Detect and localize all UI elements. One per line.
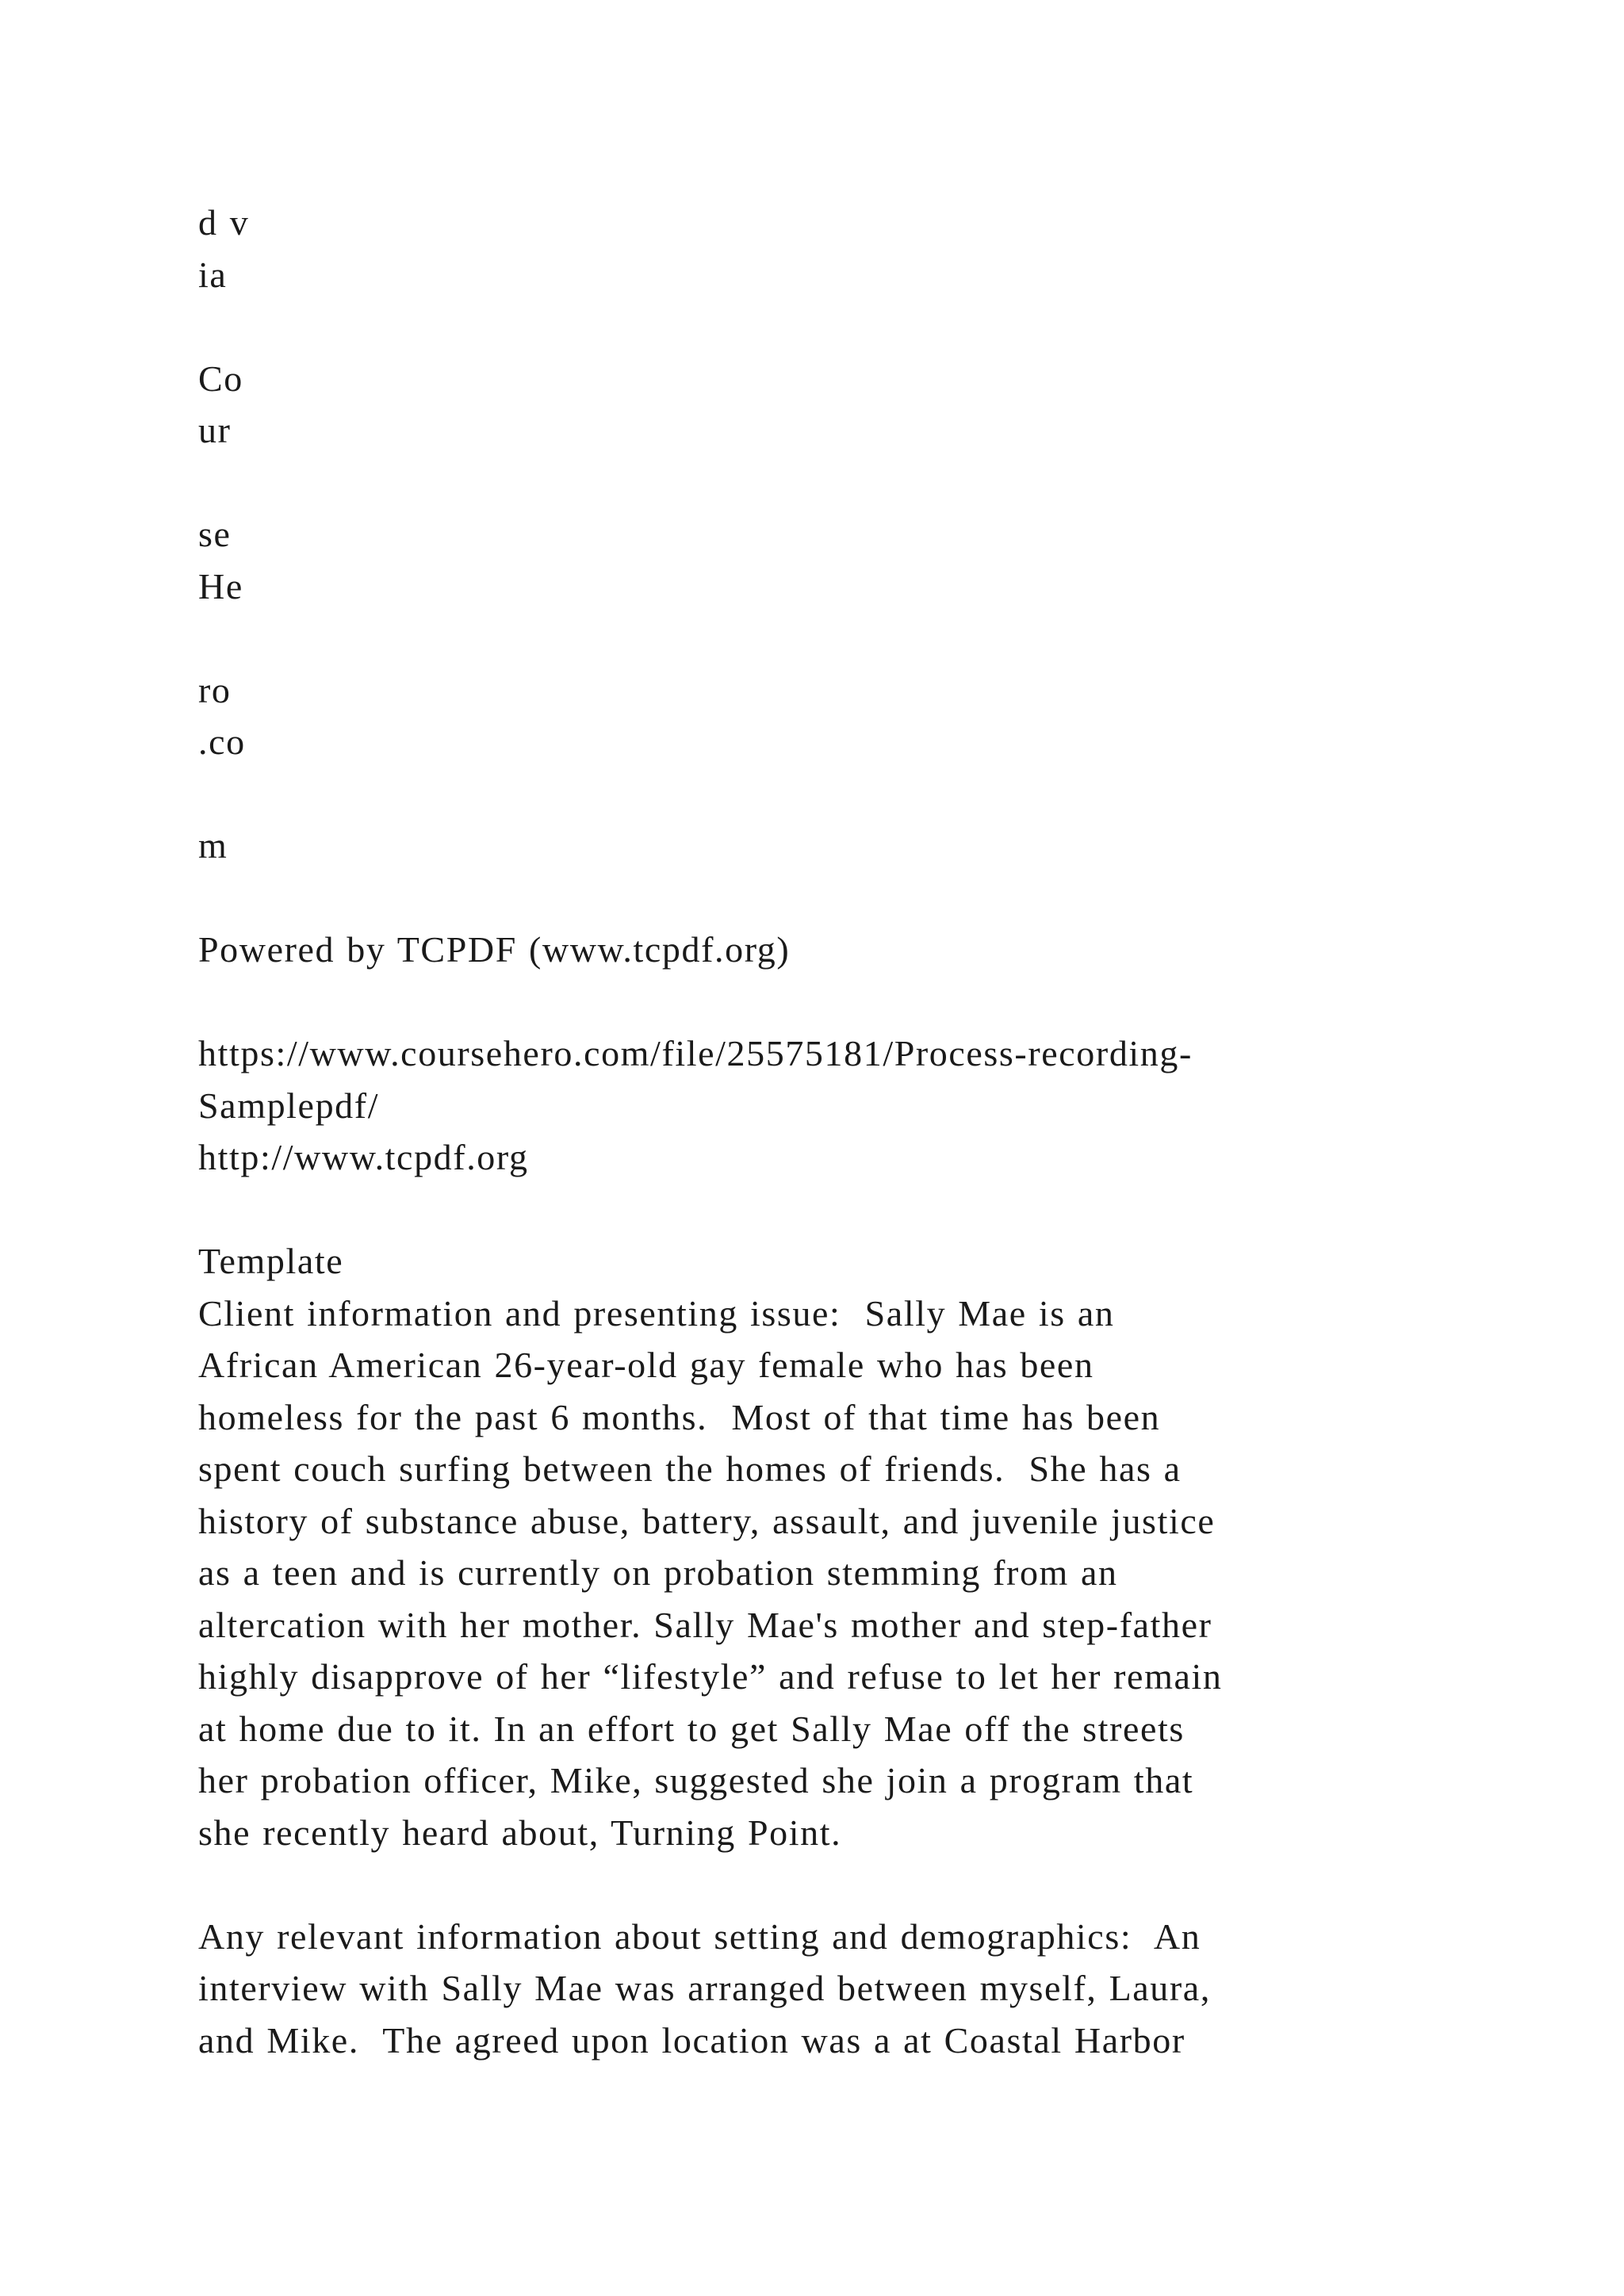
client-info-line: at home due to it. In an effort to get Sally Mae off the streets [198, 1708, 1185, 1749]
setting-line: and Mike. The agreed upon location was a at Coastal Harbor [198, 2019, 1185, 2061]
watermark-fragment: d v [198, 202, 250, 243]
watermark-fragment: ro [198, 669, 232, 710]
setting-line: Any relevant information about setting and demographics: An [198, 1915, 1201, 1957]
client-info-line: spent couch surfing between the homes of friends. She has a [198, 1448, 1182, 1489]
watermark-fragment: m [198, 825, 228, 866]
spacer [198, 872, 1467, 924]
client-info-line: African American 26-year-old gay female who has been [198, 1345, 1094, 1385]
source-url: Samplepdf/ [198, 1085, 380, 1126]
client-info-line: she recently heard about, Turning Point. [198, 1812, 842, 1853]
watermark-fragment: He [198, 565, 243, 607]
spacer [198, 612, 1467, 664]
spacer [198, 457, 1467, 509]
client-info-line: altercation with her mother. Sally Mae's mother and step-father [198, 1604, 1212, 1645]
client-info-line: as a teen and is currently on probation stemming from an [198, 1552, 1118, 1593]
client-info-line: highly disapprove of her “lifestyle” and refuse to let her remain [198, 1656, 1223, 1697]
watermark-fragment: Co [198, 358, 243, 399]
watermark-fragment: se [198, 514, 232, 554]
spacer [198, 300, 1467, 353]
watermark-fragment: .co [198, 721, 246, 762]
client-info-line: homeless for the past 6 months. Most of that time has been [198, 1396, 1161, 1437]
spacer [198, 976, 1467, 1028]
setting-line: interview with Sally Mae was arranged between myself, Laura, [198, 1968, 1211, 2008]
source-url: https://www.coursehero.com/file/25575181/Process-recording- [198, 1033, 1193, 1073]
spacer [198, 1858, 1467, 1911]
spacer [198, 1184, 1467, 1236]
tcpdf-url: http://www.tcpdf.org [198, 1137, 529, 1177]
watermark-fragment: ia [198, 254, 228, 295]
spacer [198, 768, 1467, 821]
document-text [198, 197, 1467, 2066]
template-heading: Template [198, 1241, 344, 1281]
client-info-line: Client information and presenting issue: Sally Mae is an [198, 1292, 1115, 1334]
powered-by-text: Powered by TCPDF (www.tcpdf.org) [198, 929, 791, 970]
watermark-fragment: ur [198, 410, 232, 450]
client-info-line: her probation officer, Mike, suggested she join a program that [198, 1760, 1194, 1800]
client-info-line: history of substance abuse, battery, assault, and juvenile justice [198, 1500, 1216, 1541]
